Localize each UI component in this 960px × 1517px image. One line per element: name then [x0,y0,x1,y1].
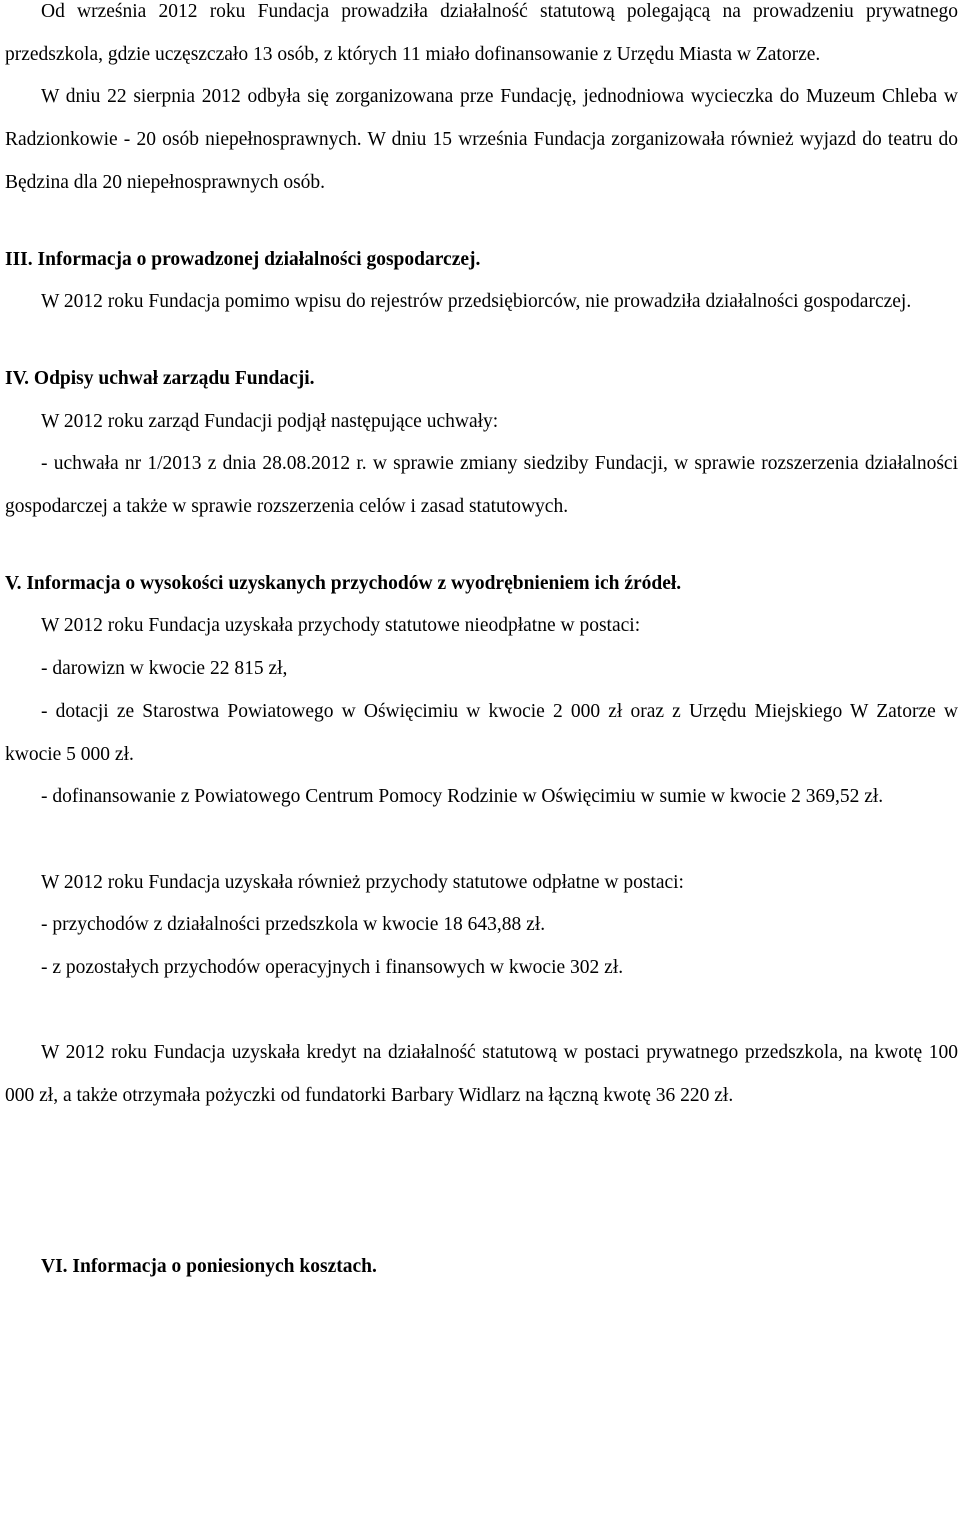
section-5-heading: V. Informacja o wysokości uzyskanych przychodów z wyodrębnieniem ich źródeł. [5,572,682,594]
resolution-item: - uchwała nr 1/2013 z dnia 28.08.2012 r. w sprawie zmiany siedziby Fundacji, w sprawie rozszerzenia działalności gospodarczej a także w sprawie rozszerzenia celów i zasad statutowych. [5,453,958,518]
free-income-item-pcpr: - dofinansowanie z Powiatowego Centrum Pomocy Rodzinie w Oświęcimiu w sumie w kwocie 2 369,52 zł. [41,786,884,808]
spacer [5,1118,958,1246]
spacer [5,205,958,239]
spacer [5,324,958,358]
section-3-paragraph: W 2012 roku Fundacja pomimo wpisu do rejestrów przedsiębiorców, nie prowadziła działalności gospodarczej. [41,291,912,313]
section-4-intro: W 2012 roku zarząd Fundacji podjął następujące uchwały: [41,410,499,432]
spacer [5,819,958,862]
intro-paragraph-1: Od września 2012 roku Fundacja prowadziła działalność statutową polegającą na prowadzeniu prywatnego przedszkola, gdzie uczęszczało 13 osób, z których 11 miało dofinansowanie z Urzędu Miasta w Zatorze. [5,1,958,65]
section-3-heading: III. Informacja o prowadzonej działalności gospodarczej. [5,248,481,270]
spacer [5,990,958,1033]
free-income-item-donations: - darowizn w kwocie 22 815 zł, [41,658,288,680]
paid-income-intro: W 2012 roku Fundacja uzyskała również przychody statutowe odpłatne w postaci: [41,871,684,893]
free-income-item-grants: - dotacji ze Starostwa Powiatowego w Oświęcimiu w kwocie 2 000 zł oraz z Urzędu Miejskiego W Zatorze w kwocie 5 000 zł. [5,700,958,765]
credit-paragraph: W 2012 roku Fundacja uzyskała kredyt na działalność statutową w postaci prywatnego przedszkola, na kwotę 100 000 zł, a także otrzymała pożyczki od fundatorki Barbary Widlarz na łączną kwotę 36 220 zł. [5,1042,958,1107]
intro-paragraph-2: W dniu 22 sierpnia 2012 odbyła się zorganizowana prze Fundację, jednodniowa wycieczka do Muzeum Chleba w Radzionkowie - 20 osób niepełnosprawnych. W dniu 15 września Fundacja zorganizowała również wyjazd do teatru do Będzina dla 20 niepełnosprawnych osób. [5,86,958,193]
section-6-heading: VI. Informacja o poniesionych kosztach. [41,1255,377,1277]
paid-income-item-preschool: - przychodów z działalności przedszkola w kwocie 18 643,88 zł. [41,914,546,936]
paid-income-item-other: - z pozostałych przychodów operacyjnych i finansowych w kwocie 302 zł. [41,957,624,979]
spacer [5,529,958,563]
free-income-intro: W 2012 roku Fundacja uzyskała przychody statutowe nieodpłatne w postaci: [41,615,641,637]
section-4-heading: IV. Odpisy uchwał zarządu Fundacji. [5,367,315,389]
